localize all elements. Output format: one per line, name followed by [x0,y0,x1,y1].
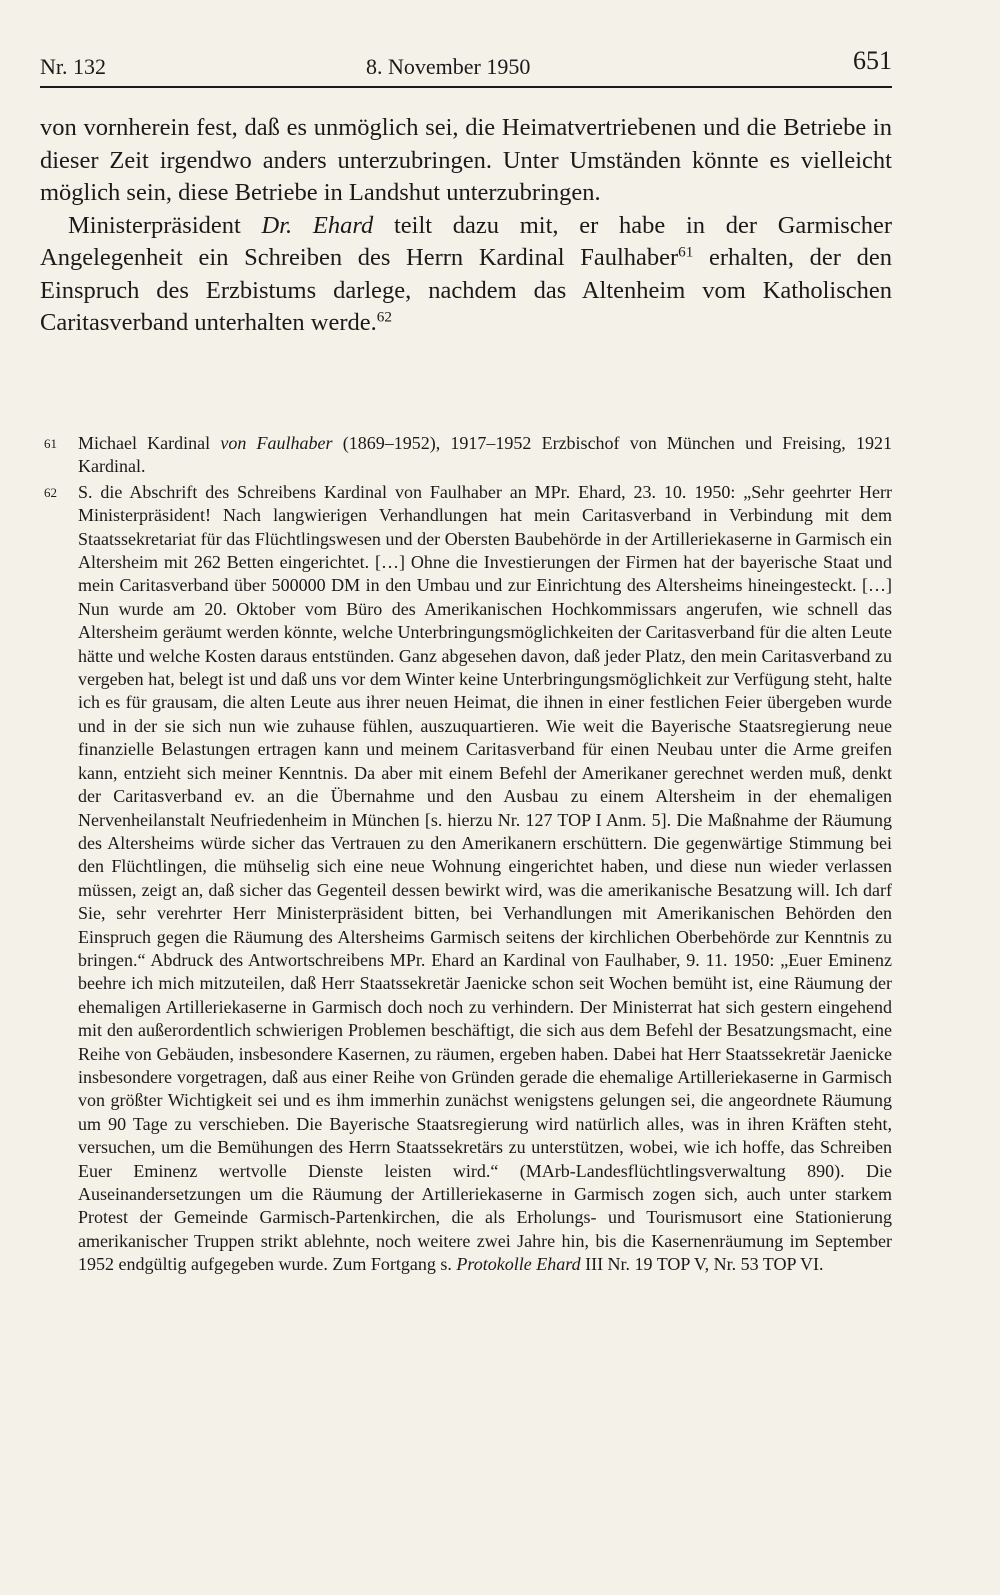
header-rule [40,86,892,88]
footnote-61 [40,432,892,479]
page-number: 651 [853,46,892,75]
footnote-text-a: S. die Abschrift des Schreibens Kardinal von Faulhaber an MPr. Ehard, 23. 10. 1950: „Sehr geehrter Herr Ministerpräsident! Nach langwierigen Verhandlungen hat mein Caritasverband in Verbindung mit dem Staatssekretariat für das Flüchtlingswesen und der Obersten Baubehörde in der Artilleriekaserne in Garmisch ein Altersheim mit 262 Betten eingerichtet. […] Ohne die Investierungen der Firmen hat der bayerische Staat und mein Caritasverband über 500000 DM in den Umbau und zur Einrichtung des Altersheims hineingesteckt. […] Nun wurde am 20. Oktober vom Büro des Amerikanischen Hochkommissars angerufen, wie schnell das Altersheim geräumt werden könnte, welche Unterbringungsmöglichkeiten der Caritasverband für die alten Leute hätte und welche Kosten daraus entstünden. Ganz abgesehen davon, daß jeder Platz, den mein Caritasverband zu vergeben hat, belegt ist und daß uns vor dem Winter keine Unterbringungsmöglichkeit zur Verfügung steht, halte ich es für grausam, die alten Leute aus ihrer neuen Heimat, die ihnen in einer festlichen Feier übergeben wurde und in der sie sich nun wie zuhause fühlen, auszuquartieren. Wie weit die Bayerische Staatsregierung neue finanzielle Belastungen ertragen kann und meinem Caritasverband für einen Neubau unter die Arme greifen kann, entzieht sich meiner Kenntnis. Da aber mit einem Befehl der Amerikaner gerechnet werden muß, denkt der Caritasverband ev. an die Übernahme und den Ausbau zu einem Altersheim in der ehemaligen Nervenheilanstalt Neufriedenheim in München [s. hierzu Nr. 127 TOP I Anm. 5]. Die Maßnahme der Räumung des Altersheims würde sicher das Vertrauen zu den Amerikanern erschüttern. Die gegenwärtige Stimmung bei den Flüchtlingen, die mühselig sich eine neue Wohnung eingerichtet haben, und diese nun wieder verlassen müssen, zeigt an, daß sicher das Gegenteil dessen bewirkt wird, was die amerikanische Besatzung will. Ich darf Sie, sehr verehrter Herr Ministerpräsident bitten, bei Verhandlungen mit Amerikanischen Behörden den Einspruch gegen die Räumung des Altersheims Garmisch seitens der kirchlichen Oberbehörde zur Kenntnis zu bringen.“ Abdruck des Antwortschreibens MPr. Ehard an Kardinal von Faulhaber, 9. 11. 1950: „Euer Eminenz beehre ich mich mitzuteilen, daß Herr Staatssekretär Jaenicke schon seit Wochen bemüht ist, eine Räumung der ehemaligen Artilleriekaserne in Garmisch doch noch zu verhindern. Der Ministerrat hat sich gestern eingehend mit den außerordentlich schwierigen Problemen beschäftigt, die sich aus dem Befehl der Besatzungsmacht, eine Reihe von Gebäuden, insbesondere Kasernen, zu räumen, ergeben haben. Dabei hat Herr Staatssekretär Jaenicke insbesondere vorgetragen, daß aus einer Reihe von Gründen gerade die ehemalige Artilleriekaserne in Garmisch von größter Wichtigkeit sei und es ihm immerhin zunächst wenigstens gelungen sei, die angeordnete Räumung um 90 Tage zu verschieben. Die Bayerische Staatsregierung wird natürlich alles, was in ihren Kräften steht, versuchen, um die Bemühungen des Herrn Staatssekretärs zu unterstützen, wobei, wie ich hoffe, das Schreiben Euer Eminenz wertvolle Dienste leisten wird.“ (MArb-Landesflüchtlingsverwaltung 890). Die Auseinandersetzungen um die Räumung der Artilleriekaserne in Garmisch zogen sich, auch unter starkem Protest der Gemeinde Garmisch-Partenkirchen, die als Erholungs- und Tourismusort eine Stationierung amerikanischer Truppen strikt ablehnte, noch weitere zwei Jahre hin, bis die Kasernenräumung im September 1952 endgültig aufgegeben wurde. Zum Fortgang s. [78,481,892,1275]
document-number: Nr. 132 [40,54,106,79]
footnote-ref-61: 61 [678,243,694,261]
footnote-text-b: (1869–1952), 1917–1952 Erzbischof von München und Freising, 1921 Kardinal. [78,433,892,477]
paragraph-2-text-b: teilt dazu mit, er habe in der Garmischer Angelegenheit ein Schreiben des Herrn Kardinal Faulhaber [40,211,892,271]
footnote-text-b: III Nr. 19 TOP V, Nr. 53 TOP VI. [580,1254,824,1275]
footnote-62 [40,481,892,1277]
footnote-italic: von Faulhaber [220,433,333,453]
person-name: Dr. Ehard [261,211,374,239]
footnote-italic: Protokolle Ehard [456,1254,581,1275]
paragraph-2-text-c: erhalten, der den Einspruch des Erzbistums darlege, nachdem das Altenheim vom Katholischen Caritasverband unterhalten werde. [40,244,892,336]
paragraph-1: von vornherein fest, daß es unmöglich sei, die Heimatvertriebenen und die Betriebe in dieser Zeit irgendwo anders unterzubringen. Unter Umständen könnte es vielleicht möglich sein, diese Betriebe in Landshut unterzubringen. [40,114,892,206]
paragraph-2 [40,210,892,340]
paragraph-2-text-a: Ministerpräsident [68,211,262,239]
footnote-number: 61 [44,436,57,451]
main-text [40,112,892,340]
header-date: 8. November 1950 [366,54,531,79]
footnote-text-a: Michael Kardinal [78,433,221,453]
footnote-number: 62 [44,484,57,500]
footnote-ref-62: 62 [376,308,392,326]
running-header [40,46,892,86]
footnotes [40,432,892,1279]
